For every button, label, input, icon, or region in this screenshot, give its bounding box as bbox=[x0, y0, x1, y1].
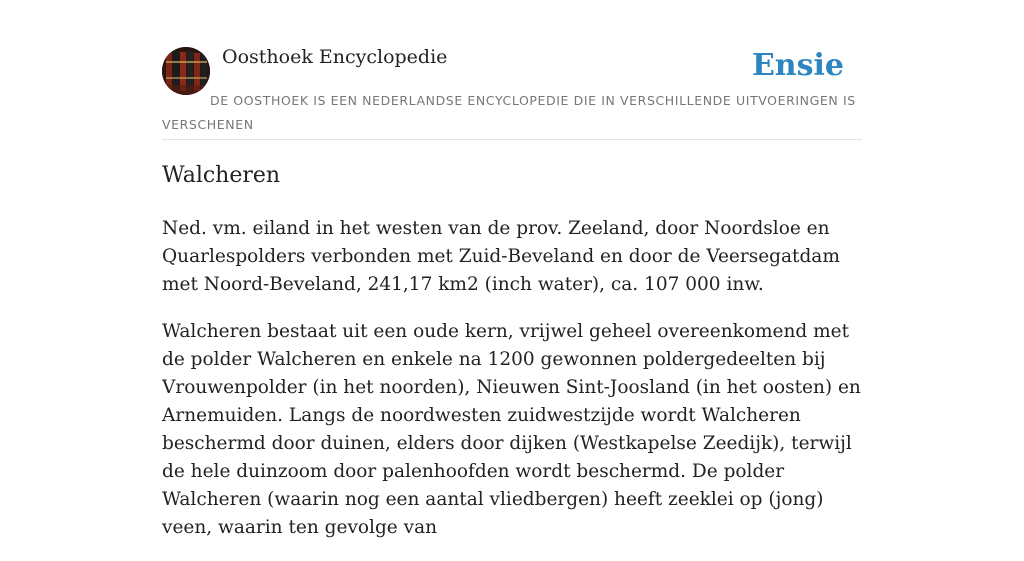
article-body bbox=[162, 215, 862, 561]
article-title: Walcheren bbox=[162, 163, 281, 188]
article-paragraph: Walcheren bestaat uit een oude kern, vrijwel geheel overeenkomend met de polder Walcheren en enkele na 1200 gewonnen poldergedeelten bij Vrouwenpolder (in het noorden), Nieuwen Sint-Joosland (in het oosten) en Arnemuiden. Langs de noordwesten zuidwestzijde wordt Walcheren beschermd door duinen, elders door dijken (Westkapelse Zeedijk), terwijl de hele duinzoom door palenhoofden wordt beschermd. De polder Walcheren (waarin nog een aantal vliedbergen) heeft zeeklei op (jong) veen, waarin ten gevolge van bbox=[162, 321, 861, 538]
site-tagline: DE OOSTHOEK IS EEN NEDERLANDSE ENCYCLOPEDIE DIE IN VERSCHILLENDE UITVOERINGEN IS VERSCHENEN bbox=[162, 93, 856, 132]
site-title-link[interactable]: Oosthoek Encyclopedie bbox=[222, 46, 448, 68]
article-paragraph: Ned. vm. eiland in het westen van de prov. Zeeland, door Noordsloe en Quarlespolders verbonden met Zuid-Beveland en door de Veersegatdam met Noord-Beveland, 241,17 km2 (inch water), ca. 107 000 inw. bbox=[162, 218, 840, 295]
header-divider bbox=[162, 139, 862, 140]
ensie-logo-link[interactable]: Ensie bbox=[751, 48, 844, 83]
encyclopedia-books-avatar-icon[interactable] bbox=[162, 47, 210, 95]
